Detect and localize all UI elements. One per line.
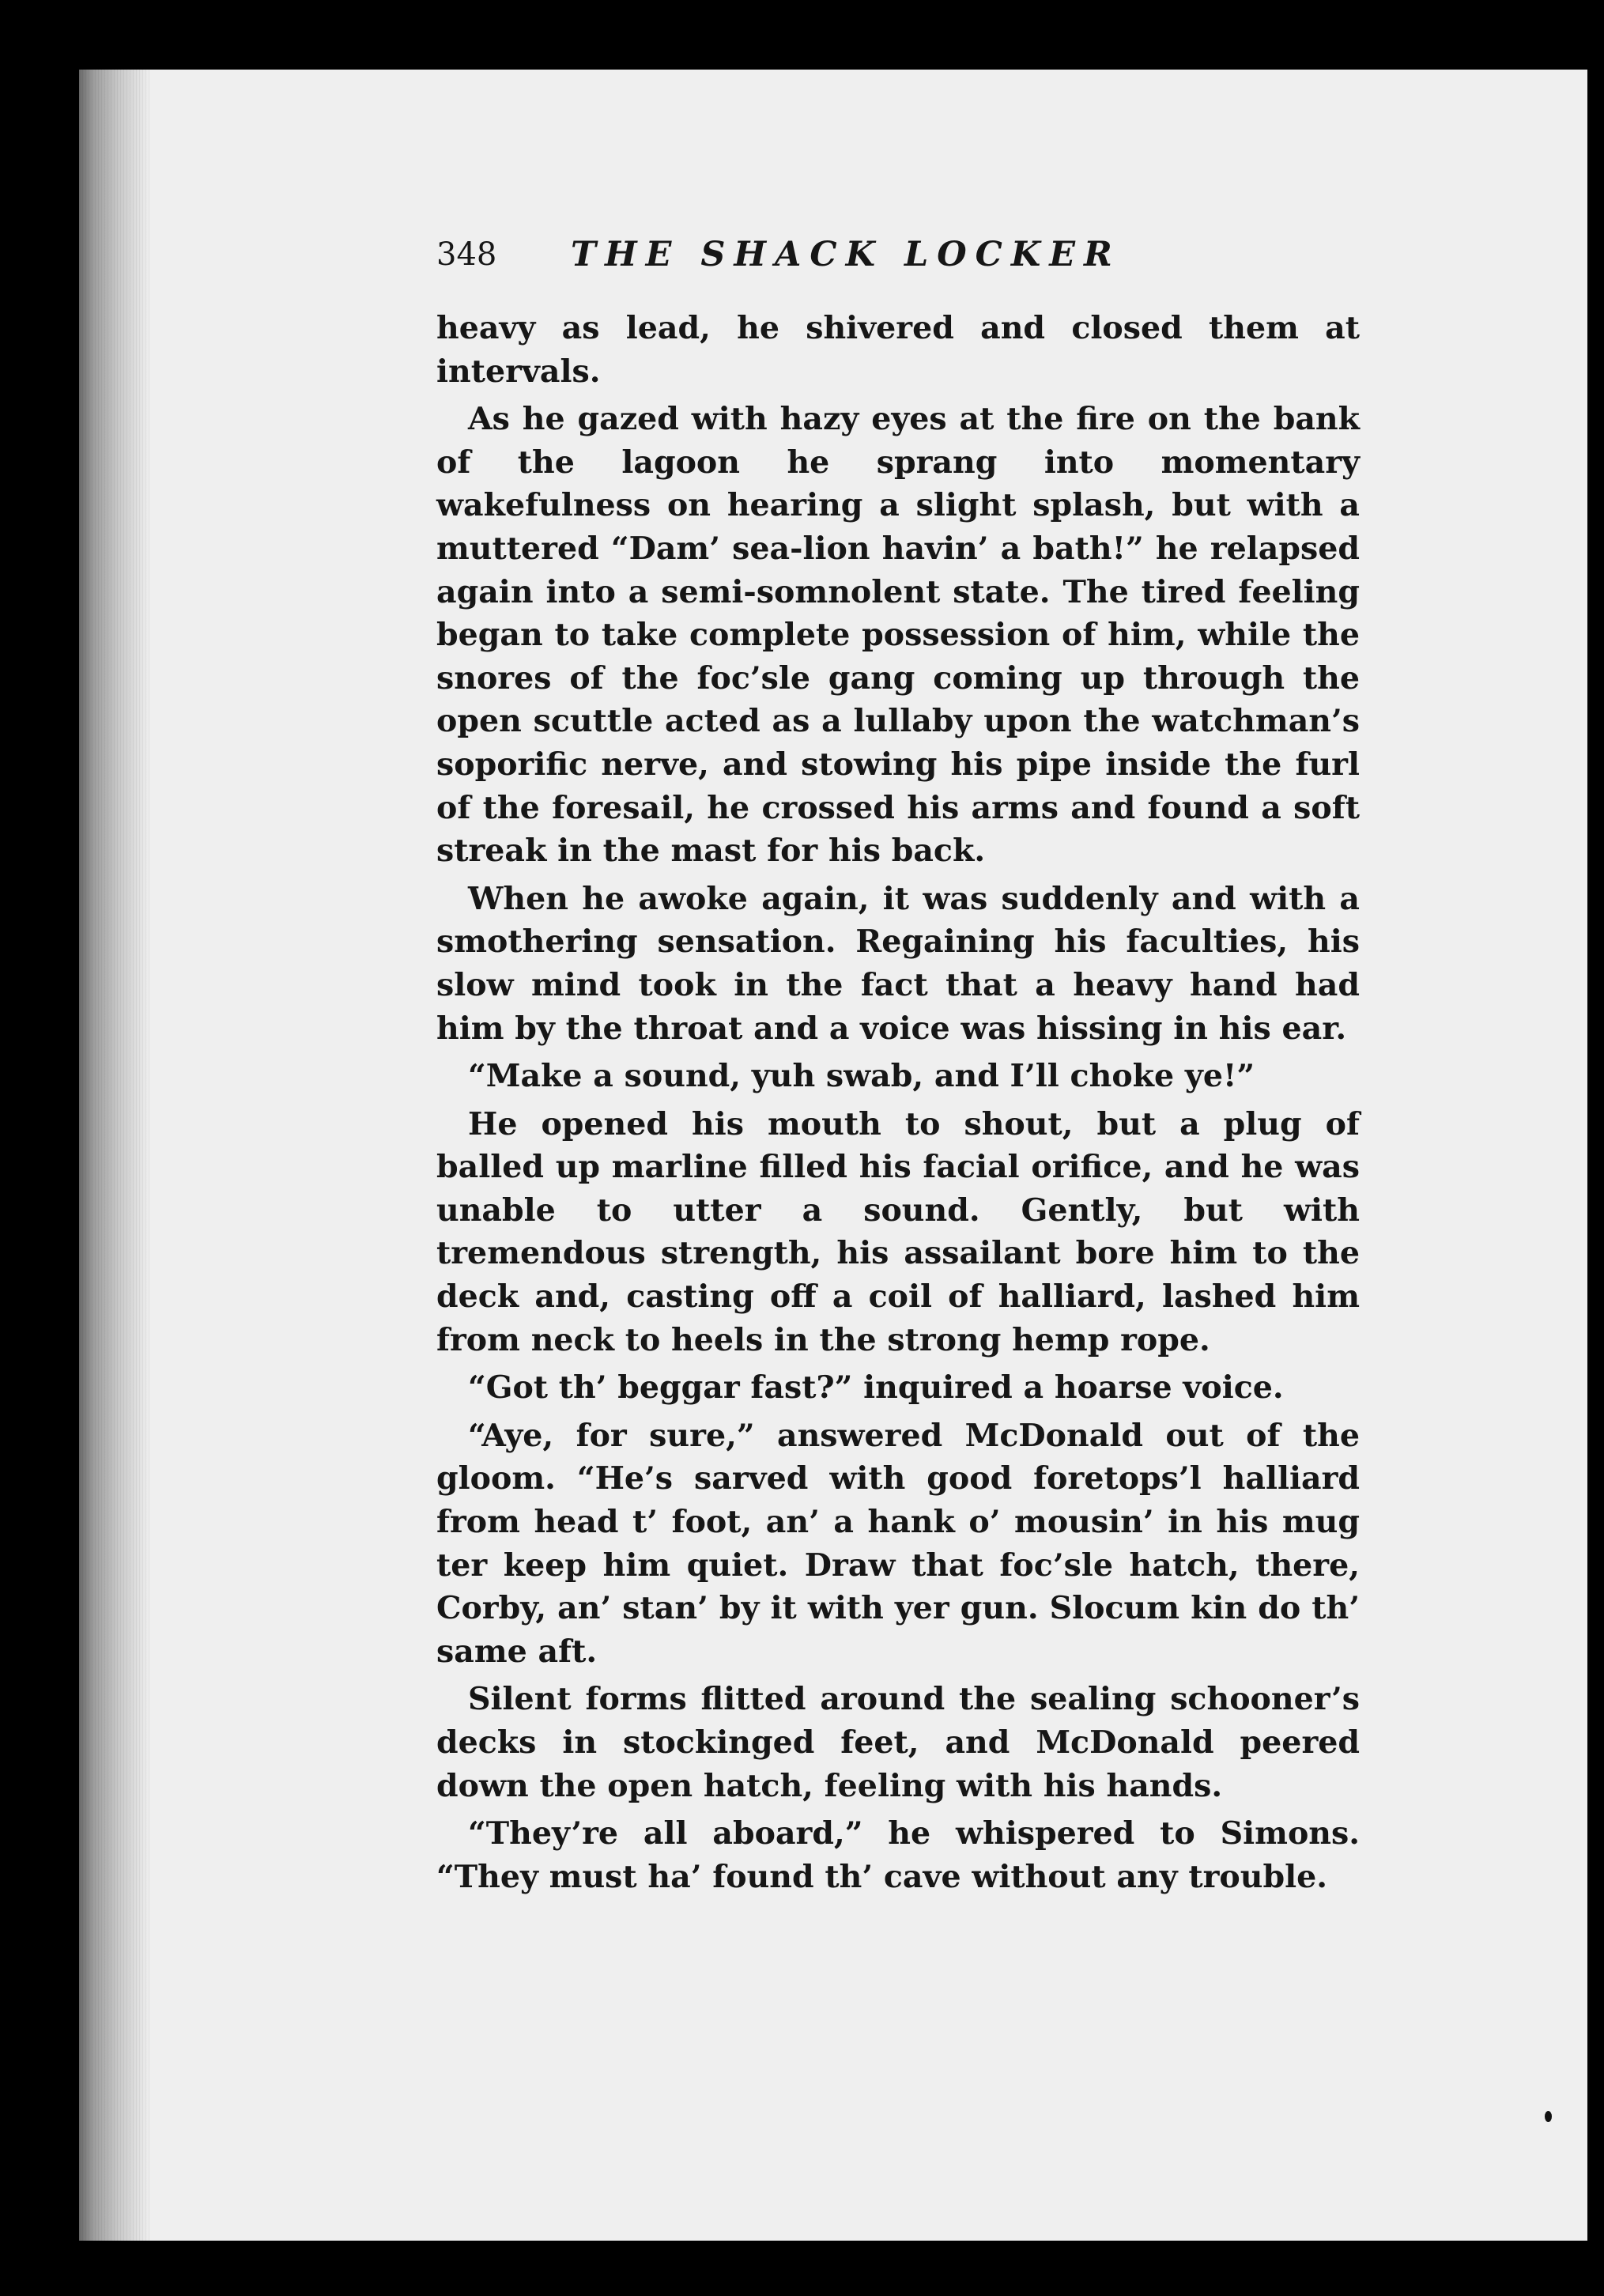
paragraph-3: When he awoke again, it was suddenly and with a smothering sensation. Regaining his faculties, his slow mind took in the fact that a heavy hand had him by the throat and a voice was hissing in his ear. (436, 880, 1360, 1047)
paragraph-9: “They’re all aboard,” he whispered to Simons. “They must ha’ found th’ cave without any trouble. (436, 1815, 1360, 1895)
book-title-header: THE SHACK LOCKER (571, 235, 1121, 274)
paragraph-8: Silent forms flitted around the sealing schooner’s decks in stockinged feet, and McDonald peered down the open hatch, feeling with his hands. (436, 1681, 1360, 1804)
paragraph-4: “Make a sound, yuh swab, and I’ll choke ye!” (468, 1058, 1255, 1095)
paragraph-5: He opened his mouth to shout, but a plug of balled up marline filled his facial orifice, and he was unable to utter a sound. Gently, but with tremendous strength, his assailant bore him to the deck and, casting off a coil of halliard, lashed him from neck to heels in the strong hemp rope. (436, 1105, 1360, 1358)
body-text (436, 307, 1360, 1903)
paragraph-2: As he gazed with hazy eyes at the fire on the bank of the lagoon he sprang into momentary wakefulness on hearing a slight splash, but with a muttered “Dam’ sea-lion havin’ a bath!” he relapsed again into a semi-somnolent state. The tired feeling began to take complete possession of him, while the snores of the foc’sle gang coming up through the open scuttle acted as a lullaby upon the watchman’s soporific nerve, and stowing his pipe inside the furl of the foresail, he crossed his arms and found a soft streak in the mast for his back. (436, 401, 1360, 870)
paragraph-1: heavy as lead, he shivered and closed them at intervals. (436, 310, 1360, 390)
paragraph-7: “Aye, for sure,” answered McDonald out of the gloom. “He’s sarved with good foretops’l halliard from head t’ foot, an’ a hank o’ mousin’ in his mug ter keep him quiet. Draw that foc’sle hatch, there, Corby, an’ stan’ by it with yer gun. Slocum kin do th’ same aft. (436, 1417, 1360, 1670)
paragraph-6: “Got th’ beggar fast?” inquired a hoarse voice. (468, 1369, 1284, 1407)
page-number: 348 (436, 236, 497, 273)
scan-speck (1545, 2111, 1552, 2122)
page-binding-edge (79, 70, 150, 2241)
running-head (436, 231, 1369, 278)
